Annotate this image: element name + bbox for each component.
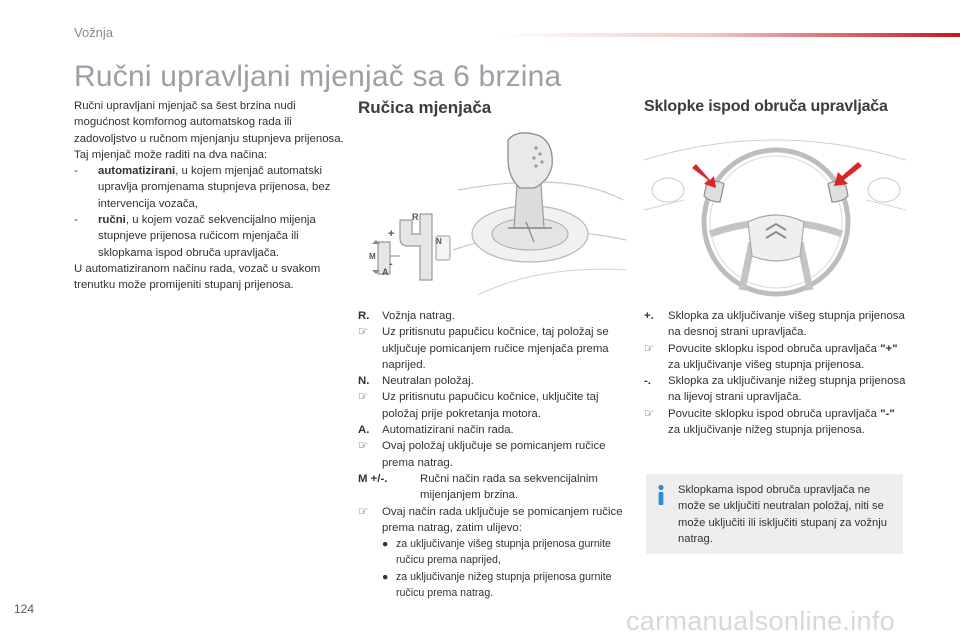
info-box	[646, 474, 903, 554]
bullet-text: za uključivanje nižeg stupnja prijenosa gurnite ručicu prema natrag.	[396, 570, 612, 600]
item-text: Sklopka za uključivanje višeg stupnja prijenosa na desnoj strani upravljača.	[668, 310, 905, 339]
instruction-marker: ☞	[358, 440, 369, 453]
list-item	[644, 373, 906, 406]
sub-bullet	[358, 536, 630, 569]
intro-paragraph-3: U automatiziranom načinu rada, vozač u svakom trenutku može promijeniti stupanj prijenosa.	[74, 262, 321, 292]
steering-paddles-illustration	[644, 130, 906, 297]
info-icon	[654, 484, 668, 506]
bullet-dot: ●	[382, 570, 389, 583]
list-item	[358, 373, 630, 389]
instruction-marker: ☞	[358, 391, 369, 404]
item-text-part: Povucite sklopku ispod obruča upravljača	[668, 407, 877, 420]
instruction-marker: ☞	[358, 505, 369, 518]
item-text	[98, 163, 344, 212]
intro-paragraph-2: Taj mjenjač može raditi na dva načina:	[74, 148, 268, 161]
item-text: Uz pritisnutu papučicu kočnice, taj položaj se uključuje pomicanjem ručice mjenjača prema naprijed.	[382, 326, 609, 371]
info-text: Sklopkama ispod obruča upravljača ne može se uključiti neutralan položaj, niti se može uključiti ili isključiti stupanj za vožnju natrag.	[678, 484, 887, 545]
list-item	[358, 324, 630, 373]
list-item	[358, 422, 630, 438]
item-desc: , u kojem vozač sekvencijalno mijenja stupnjeve prijenosa ručicom mjenjača ili sklopkama ispod obruča upravljača.	[98, 214, 316, 259]
item-term: automatizirani	[98, 165, 176, 178]
item-text-part: za uključivanje višeg stupnja prijenosa.	[668, 358, 865, 371]
item-text	[668, 341, 906, 374]
label-minus: -	[389, 258, 393, 270]
list-item	[358, 471, 630, 504]
intro-item-automatic	[74, 163, 344, 212]
paddles-heading: Sklopke ispod obruča upravljača	[644, 98, 888, 115]
instruction-marker: ☞	[644, 407, 655, 420]
item-symbol: "-"	[880, 407, 895, 420]
header-accent-bar	[500, 33, 960, 37]
item-key: M +/-.	[358, 472, 388, 485]
item-text: Uz pritisnutu papučicu kočnice, uključite taj položaj prije pokretanja motora.	[382, 391, 599, 420]
item-desc: , u kojem mjenjač automatski upravlja promjenama stupnjeva prijenosa, bez intervencija vozača,	[98, 165, 331, 210]
list-item	[644, 406, 906, 439]
list-item	[644, 308, 906, 341]
item-text: Ručni način rada sa sekvencijalnim mijenjanjem brzina.	[420, 472, 598, 502]
label-a: A	[382, 267, 389, 277]
item-text: Automatizirani način rada.	[382, 424, 514, 437]
label-n: N	[436, 237, 442, 246]
list-item	[358, 308, 630, 324]
sub-bullet	[358, 569, 630, 602]
bullet-dot: ●	[382, 538, 389, 551]
list-item	[644, 341, 906, 374]
item-text: Sklopka za uključivanje nižeg stupnja prijenosa na lijevoj strani upravljača.	[668, 375, 906, 404]
item-key: A.	[358, 424, 370, 437]
gear-positions-list	[358, 308, 630, 601]
item-symbol: "+"	[880, 342, 898, 355]
paddles-list	[644, 308, 906, 438]
item-text-part: Povucite sklopku ispod obruča upravljača	[668, 342, 877, 355]
bullet-text: za uključivanje višeg stupnja prijenosa gurnite ručicu prema naprijed,	[396, 538, 611, 567]
item-text	[668, 406, 906, 439]
label-m: M	[369, 252, 376, 261]
gear-lever-illustration	[358, 130, 630, 297]
item-key: +.	[644, 310, 654, 322]
gear-lever-heading: Ručica mjenjača	[358, 98, 492, 117]
intro-item-manual	[74, 212, 344, 261]
label-r: R	[412, 212, 419, 222]
item-key: R.	[358, 310, 370, 322]
list-item	[358, 438, 630, 471]
item-key: N.	[358, 375, 370, 388]
item-text: Ovaj položaj uključuje se pomicanjem ručice prema natrag.	[382, 440, 606, 469]
watermark: carmanualsonline.info	[626, 606, 895, 636]
instruction-marker: ☞	[644, 342, 655, 355]
list-item	[358, 389, 630, 422]
item-key: -.	[644, 375, 651, 388]
item-text-part: za uključivanje nižeg stupnja prijenosa.	[668, 424, 865, 437]
item-dash: -	[74, 165, 78, 178]
page-title: Ručni upravljani mjenjač sa 6 brzina	[74, 60, 562, 93]
section-name: Vožnja	[74, 25, 114, 40]
intro-text	[74, 98, 344, 294]
item-term: ručni	[98, 214, 126, 227]
item-text: Ovaj način rada uključuje se pomicanjem ručice prema natrag, zatim ulijevo:	[382, 505, 623, 534]
list-item	[358, 504, 630, 537]
item-text	[98, 212, 344, 261]
intro-paragraph-1: Ručni upravljani mjenjač sa šest brzina nudi mogućnost komfornog automatskog rada ili zadovoljstvo u ručnom mjenjanju stupnjeva prijenosa.	[74, 100, 344, 145]
instruction-marker: ☞	[358, 326, 369, 339]
item-dash: -	[74, 214, 78, 227]
page-number: 124	[14, 602, 35, 616]
label-plus: +	[388, 228, 395, 240]
item-text: Neutralan položaj.	[382, 375, 474, 388]
item-text: Vožnja natrag.	[382, 310, 455, 322]
